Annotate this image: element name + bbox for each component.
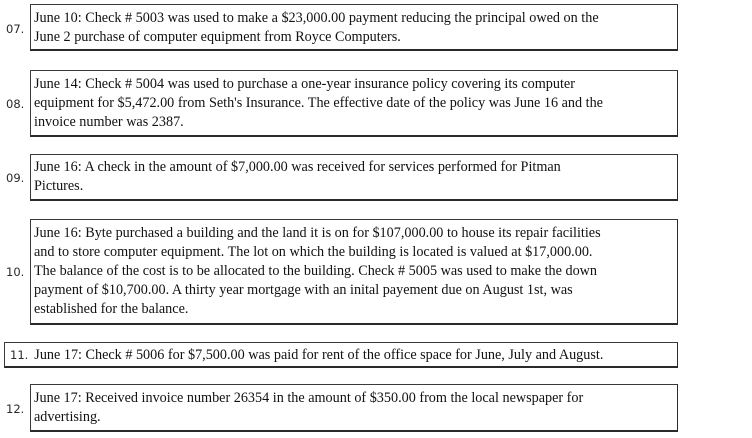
item-10-line-2: and to store computer equipment. The lot on which the building is located is valued at $17,000.00. (34, 244, 593, 260)
item-12-line-2: advertising. (34, 409, 101, 425)
item-09-number: 09. (6, 171, 25, 185)
item-10-line-5: established for the balance. (34, 301, 189, 317)
item-10-line-4: payment of $10,700.00. A thirty year mortgage with an inital payement due on August 1st, was (34, 282, 573, 298)
item-08-line-2: equipment for $5,472.00 from Seth's Insurance. The effective date of the policy was June 16 and the (34, 95, 603, 111)
item-12-number: 12. (6, 402, 25, 416)
item-07-number: 07. (6, 22, 25, 36)
item-10-number: 10. (6, 265, 25, 279)
item-11-line-1: June 17: Check # 5006 for $7,500.00 was paid for rent of the office space for June, July and August. (34, 347, 604, 363)
item-10-line-1: June 16: Byte purchased a building and the land it is on for $107,000.00 to house its repair facilities (34, 225, 601, 241)
item-11-number: 11. (10, 348, 29, 362)
item-12-line-1: June 17: Received invoice number 26354 in the amount of $350.00 from the local newspaper for (34, 390, 584, 406)
item-11-text (10, 346, 674, 365)
item-09-line-1: June 16: A check in the amount of $7,000.00 was received for services performed for Pitman (34, 159, 561, 175)
item-07-text (34, 9, 670, 47)
item-09-line-2: Pictures. (34, 178, 84, 194)
item-10-line-3: The balance of the cost is to be allocated to the building. Check # 5005 was used to make the down (34, 263, 598, 279)
item-07-line-1: June 10: Check # 5003 was used to make a $23,000.00 payment reducing the principal owed on the (34, 10, 599, 26)
item-08-line-3: invoice number was 2387. (34, 114, 184, 130)
item-09-text (34, 158, 670, 196)
item-08-line-1: June 14: Check # 5004 was used to purchase a one-year insurance policy covering its computer (34, 76, 575, 92)
item-08-number: 08. (6, 97, 25, 111)
item-12-text (34, 389, 670, 427)
item-08-text (34, 75, 670, 132)
item-07-line-2: June 2 purchase of computer equipment from Royce Computers. (34, 29, 401, 45)
item-10-text (34, 224, 670, 319)
